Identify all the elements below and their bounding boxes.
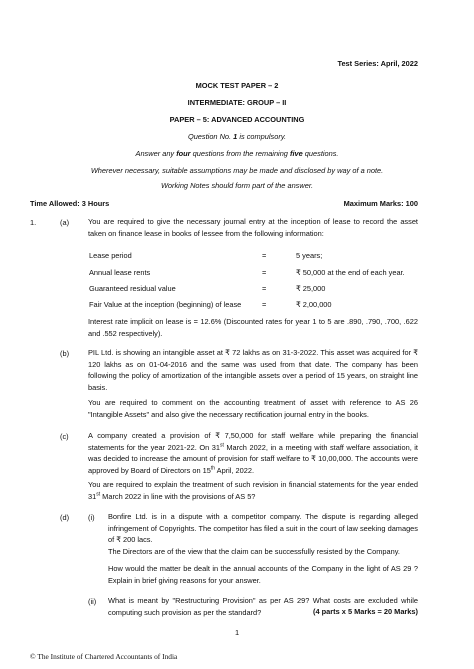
instruction-working-notes: Working Notes should form part of the answer.	[160, 181, 314, 190]
paper-title: MOCK TEST PAPER – 2	[195, 81, 279, 90]
footer-copyright: © The Institute of Chartered Accountants of India	[30, 652, 178, 661]
maximum-marks: Maximum Marks: 100	[343, 199, 418, 208]
lease-row: Annual lease rents = ₹ 50,000 at the end of each year.	[89, 268, 405, 277]
interest-rate-note: Interest rate implicit on lease is = 12.6% (Discounted rates for year 1 to 5 are .890, .790, .700, .622 and .552 respectively).	[88, 317, 418, 338]
time-allowed: Time Allowed: 3 Hours	[30, 199, 110, 208]
part-d-ii-paragraph: What is meant by "Restructuring Provision" as per AS 29? What costs are excluded while computing such provision as per the standard?	[108, 596, 418, 617]
instruction-assumptions: Wherever necessary, suitable assumptions may be made and disclosed by way of a note.	[90, 166, 384, 175]
instruction-answer-any: Answer any four questions from the remaining five questions.	[135, 149, 339, 158]
part-b-paragraph-1: PIL Ltd. is showing an intangible asset at ₹ 72 lakhs as on 31-3-2022. This asset was acquired for ₹ 120 lakhs as on 01-04-2016 and the same was used from that date. The company has been following the policy of amortization of the intangible assets over a period of 15 years, on straight line basis.	[88, 348, 418, 392]
lease-row: Fair Value at the inception (beginning) of lease = ₹ 2,00,000	[89, 300, 332, 309]
lease-row: Lease period = 5 years;	[89, 251, 323, 260]
part-d-i-label: (i)	[88, 513, 95, 522]
part-d-i-paragraph-1: Bonfire Ltd. is in a dispute with a competitor company. The dispute is regarding alleged infringement of Copyrights. The competitor has filed a suit in the court of law seeking damages of ₹ 200 lacs.	[108, 512, 418, 544]
page-number: 1	[234, 628, 240, 637]
marks-allocation: (4 parts x 5 Marks = 20 Marks)	[309, 607, 418, 616]
part-c-paragraph-1: A company created a provision of ₹ 7,50,000 for staff welfare while preparing the financial statements for the year 2021-22. On 31st March 2022, in a meeting with staff welfare association, it was decided to increase the amount of provision for staff welfare to ₹ 10,00,000. The accounts were approved by Board of Directors on 15th April, 2022.	[88, 431, 418, 475]
part-a-label: (a)	[60, 218, 70, 227]
part-a-text: You are required to give the necessary journal entry at the inception of lease to record the asset taken on finance lease in books of lessee from the following information:	[88, 217, 418, 238]
part-c-paragraph-2: You are required to explain the treatment of such revision in financial statements for the year ended 31st March 2022 in line with the provisions of AS 5?	[88, 480, 418, 501]
part-c-label: (c)	[60, 432, 69, 441]
part-d-label: (d)	[60, 513, 70, 522]
part-b-paragraph-2: You are required to comment on the accounting treatment of asset with reference to AS 26 "Intangible Assets" and also give the necessary rectification journal entry in the books.	[88, 398, 418, 419]
instruction-compulsory: Question No. 1 is compulsory.	[187, 132, 287, 141]
part-d-ii-label: (ii)	[88, 597, 97, 606]
question-number: 1.	[30, 218, 37, 227]
part-b-label: (b)	[60, 349, 70, 358]
lease-row: Guaranteed residual value = ₹ 25,000	[89, 284, 326, 293]
test-series-label: Test Series: April, 2022	[337, 59, 418, 68]
part-d-i-paragraph-2: The Directors are of the view that the claim can be successfully resisted by the Company.	[108, 547, 400, 556]
group-title: INTERMEDIATE: GROUP – II	[187, 98, 287, 107]
paper-subject: PAPER – 5: ADVANCED ACCOUNTING	[169, 115, 305, 124]
part-d-i-paragraph-3: How would the matter be dealt in the annual accounts of the Company in the light of AS 29 ? Explain in brief giving reasons for your answer.	[108, 564, 418, 585]
